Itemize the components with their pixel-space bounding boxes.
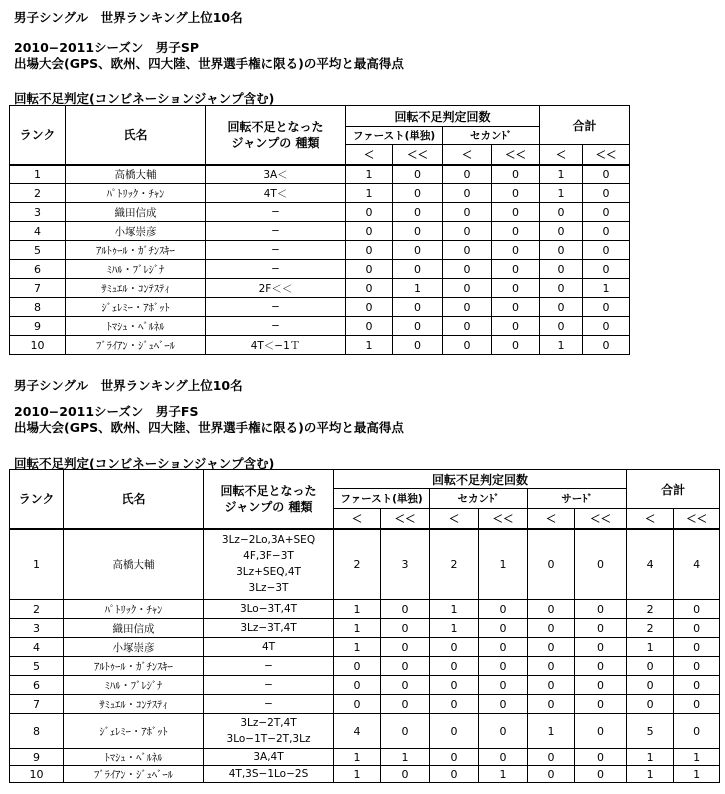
sp-count-cell: 0 [492,241,540,260]
table-row [10,203,630,222]
sp-count-cell: 0 [583,184,630,203]
fs-count-cell: 0 [528,749,575,766]
fs-rank-cell: 1 [10,529,64,600]
sp-table-title: 回転不足判定(コンビネーションジャンプ含む) [14,91,275,106]
table-row [10,336,630,355]
sp-header-jumps: 回転不足となった ジャンプの 種類 [206,106,346,165]
fs-count-cell: 1 [334,749,381,766]
sp-rank-cell: 4 [10,222,66,241]
fs-rank-cell: 4 [10,638,64,657]
sp-count-cell: 0 [346,222,393,241]
fs-count-cell: 0 [430,695,479,714]
fs-rank-cell: 7 [10,695,64,714]
sp-count-cell: 0 [540,279,583,298]
fs-jumps-cell: 3Lz−3T,4T [204,619,334,638]
sp-count-cell: 0 [393,298,443,317]
sp-count-cell: 0 [540,222,583,241]
fs-count-cell: 0 [674,676,720,695]
table-row [10,766,720,783]
sp-jumps-cell: − [206,222,346,241]
table-row [10,165,630,184]
fs-count-cell: 1 [627,766,674,783]
fs-jumps-cell: 4T [204,638,334,657]
fs-count-cell: 5 [627,714,674,749]
fs-events: 出場大会(GPS、欧州、四大陸、世界選手権に限る)の平均と最高得点 [14,420,404,435]
fs-count-cell: 0 [479,676,528,695]
table-row [10,600,720,619]
sp-header-second-lt: ＜ [443,145,492,165]
sp-count-cell: 0 [492,317,540,336]
fs-count-cell: 0 [479,749,528,766]
sp-count-cell: 0 [393,260,443,279]
fs-count-cell: 0 [381,766,430,783]
fs-count-cell: 0 [674,619,720,638]
fs-count-cell: 0 [381,676,430,695]
fs-count-cell: 0 [528,676,575,695]
sp-count-cell: 0 [492,203,540,222]
sp-count-cell: 0 [492,184,540,203]
fs-header-third-llt: ＜＜ [575,509,627,529]
sp-table [9,105,630,355]
sp-header-rank: ランク [10,106,66,165]
fs-header-first-lt: ＜ [334,509,381,529]
fs-count-cell: 0 [479,714,528,749]
fs-count-cell: 0 [674,638,720,657]
fs-count-cell: 0 [674,657,720,676]
sp-count-cell: 0 [443,260,492,279]
table-row [10,298,630,317]
fs-count-cell: 0 [479,657,528,676]
sp-header-second: セカンﾄﾞ [443,127,540,145]
fs-count-cell: 0 [430,749,479,766]
fs-count-cell: 0 [334,657,381,676]
fs-count-cell: 0 [627,657,674,676]
fs-count-cell: 0 [479,600,528,619]
table-row [10,657,720,676]
fs-jumps-cell: 3Lo−3T,4T [204,600,334,619]
fs-count-cell: 2 [627,619,674,638]
fs-count-cell: 0 [575,676,627,695]
fs-count-cell: 0 [575,749,627,766]
fs-count-cell: 0 [528,619,575,638]
sp-name-cell: 小塚崇彦 [66,222,206,241]
fs-count-cell: 0 [627,676,674,695]
sp-count-cell: 0 [540,298,583,317]
fs-header-jumps: 回転不足となった ジャンプの 種類 [204,470,334,529]
fs-count-cell: 0 [381,657,430,676]
sp-count-cell: 0 [492,336,540,355]
fs-name-cell: ｼﾞｪﾚﾐｰ・ｱﾎﾞｯﾄ [64,714,204,749]
fs-count-cell: 0 [528,766,575,783]
fs-count-cell: 0 [381,714,430,749]
fs-rank-cell: 8 [10,714,64,749]
sp-count-cell: 1 [540,184,583,203]
fs-rank-cell: 6 [10,676,64,695]
fs-jumps-cell: 3A,4T [204,749,334,766]
fs-name-cell: ｻﾐｭｴﾙ・ｺﾝﾃｽﾃｨ [64,695,204,714]
sp-count-cell: 0 [540,317,583,336]
sp-count-cell: 0 [492,298,540,317]
fs-jumps-cell: − [204,657,334,676]
fs-season: 2010−2011シーズン 男子FS [14,404,199,419]
fs-jumps-cell: − [204,695,334,714]
fs-header-second-llt: ＜＜ [479,509,528,529]
fs-name-cell: 高橋大輔 [64,529,204,600]
fs-count-cell: 1 [627,638,674,657]
fs-count-cell: 1 [334,766,381,783]
fs-count-cell: 0 [334,676,381,695]
fs-count-cell: 0 [674,600,720,619]
fs-rank-cell: 10 [10,766,64,783]
table-row [10,241,630,260]
sp-count-cell: 0 [443,317,492,336]
table-row [10,222,630,241]
sp-name-cell: 織田信成 [66,203,206,222]
fs-name-cell: ｱﾙﾄｩｰﾙ・ｶﾞﾁﾝｽｷｰ [64,657,204,676]
fs-count-cell: 1 [479,766,528,783]
sp-rank-cell: 8 [10,298,66,317]
sp-name-cell: ﾐﾊﾙ・ﾌﾞﾚｼﾞﾅ [66,260,206,279]
fs-count-cell: 0 [575,529,627,600]
fs-rank-cell: 3 [10,619,64,638]
fs-name-cell: ﾊﾟﾄﾘｯｸ・ﾁｬﾝ [64,600,204,619]
sp-count-cell: 0 [583,203,630,222]
fs-count-cell: 0 [627,695,674,714]
sp-count-cell: 1 [346,336,393,355]
fs-count-cell: 0 [430,676,479,695]
fs-count-cell: 0 [381,600,430,619]
sp-rank-cell: 2 [10,184,66,203]
sp-rank-cell: 10 [10,336,66,355]
sp-count-cell: 1 [583,279,630,298]
sp-count-cell: 0 [346,260,393,279]
fs-count-cell: 0 [479,695,528,714]
fs-name-cell: ﾌﾞﾗｲｱﾝ・ｼﾞｭﾍﾞｰﾙ [64,766,204,783]
fs-count-cell: 4 [627,529,674,600]
sp-jumps-cell: 4T＜−1Ｔ [206,336,346,355]
sp-count-cell: 0 [346,241,393,260]
sp-jumps-cell: − [206,298,346,317]
sp-jumps-cell: 4T＜ [206,184,346,203]
fs-count-cell: 4 [674,529,720,600]
sp-rank-cell: 6 [10,260,66,279]
fs-count-cell: 0 [528,600,575,619]
sp-count-cell: 0 [346,203,393,222]
fs-count-cell: 1 [674,766,720,783]
table-row [10,749,720,766]
sp-count-cell: 1 [540,165,583,184]
sp-count-cell: 0 [583,165,630,184]
sp-count-cell: 0 [393,203,443,222]
fs-header-rank: ランク [10,470,64,529]
sp-jumps-cell: − [206,317,346,336]
sp-events: 出場大会(GPS、欧州、四大陸、世界選手権に限る)の平均と最高得点 [14,56,404,71]
sp-header-first-llt: ＜＜ [393,145,443,165]
fs-count-cell: 0 [430,657,479,676]
fs-header-first: ファースト(単独) [334,489,430,509]
sp-count-cell: 0 [583,241,630,260]
fs-count-cell: 3 [381,529,430,600]
sp-jumps-cell: − [206,241,346,260]
sp-name-cell: ﾌﾞﾗｲｱﾝ・ｼﾞｭﾍﾞｰﾙ [66,336,206,355]
fs-name-cell: ﾐﾊﾙ・ﾌﾞﾚｼﾞﾅ [64,676,204,695]
table-row [10,260,630,279]
table-row [10,619,720,638]
sp-header-total: 合計 [540,106,630,145]
sp-name-cell: 高橋大輔 [66,165,206,184]
sp-jumps-cell: 3A＜ [206,165,346,184]
sp-count-cell: 0 [346,279,393,298]
fs-header-name: 氏名 [64,470,204,529]
sp-count-cell: 0 [540,241,583,260]
sp-rank-cell: 9 [10,317,66,336]
sp-count-cell: 1 [393,279,443,298]
sp-header-first-lt: ＜ [346,145,393,165]
fs-jumps-cell: 4T,3S−1Lo−2S [204,766,334,783]
fs-count-cell: 0 [430,714,479,749]
table-row [10,317,630,336]
fs-header-total-llt: ＜＜ [674,509,720,529]
fs-count-cell: 0 [479,638,528,657]
sp-jumps-cell: − [206,260,346,279]
sp-count-cell: 0 [443,203,492,222]
sp-count-cell: 0 [583,317,630,336]
sp-count-cell: 0 [393,336,443,355]
sp-jumps-cell: 2F＜＜ [206,279,346,298]
fs-header-second: セカンﾄﾞ [430,489,528,509]
sp-header-total-llt: ＜＜ [583,145,630,165]
fs-name-cell: 織田信成 [64,619,204,638]
table-row [10,714,720,749]
fs-count-cell: 1 [430,619,479,638]
table-row [10,695,720,714]
sp-count-cell: 0 [443,165,492,184]
sp-count-cell: 1 [346,165,393,184]
sp-count-cell: 1 [346,184,393,203]
fs-count-cell: 1 [334,600,381,619]
sp-count-cell: 0 [492,279,540,298]
sp-count-cell: 0 [443,222,492,241]
sp-rank-cell: 3 [10,203,66,222]
sp-count-cell: 0 [443,184,492,203]
fs-header-third: サーﾄﾞ [528,489,627,509]
fs-count-cell: 0 [575,714,627,749]
fs-header-count-group: 回転不足判定回数 [334,470,627,489]
table-row [10,638,720,657]
fs-count-cell: 0 [575,657,627,676]
sp-count-cell: 0 [443,336,492,355]
sp-count-cell: 1 [540,336,583,355]
fs-header-total-lt: ＜ [627,509,674,529]
fs-header-third-lt: ＜ [528,509,575,529]
fs-count-cell: 1 [627,749,674,766]
fs-count-cell: 0 [575,600,627,619]
sp-jumps-cell: − [206,203,346,222]
sp-heading: 男子シングル 世界ランキング上位10名 [14,10,243,25]
table-row [10,676,720,695]
fs-jumps-cell: 3Lz−2Lo,3A+SEQ 4F,3F−3T 3Lz+SEQ,4T 3Lz−3T [204,529,334,600]
fs-count-cell: 2 [334,529,381,600]
fs-count-cell: 0 [381,619,430,638]
fs-count-cell: 0 [674,695,720,714]
fs-count-cell: 1 [479,529,528,600]
sp-header-first: ファースト(単独) [346,127,443,145]
fs-count-cell: 1 [674,749,720,766]
sp-count-cell: 0 [583,336,630,355]
sp-header-name: 氏名 [66,106,206,165]
fs-count-cell: 0 [334,695,381,714]
sp-count-cell: 0 [443,279,492,298]
fs-rank-cell: 5 [10,657,64,676]
fs-header-second-lt: ＜ [430,509,479,529]
fs-count-cell: 0 [430,766,479,783]
fs-count-cell: 0 [575,695,627,714]
sp-count-cell: 0 [443,241,492,260]
fs-count-cell: 0 [575,766,627,783]
sp-name-cell: ﾄﾏｼｭ・ﾍﾞﾙﾈﾙ [66,317,206,336]
sp-header-second-llt: ＜＜ [492,145,540,165]
sp-count-cell: 0 [540,203,583,222]
sp-rank-cell: 1 [10,165,66,184]
sp-count-cell: 0 [393,184,443,203]
fs-jumps-cell: 3Lz−2T,4T 3Lo−1T−2T,3Lz [204,714,334,749]
fs-count-cell: 1 [334,638,381,657]
fs-count-cell: 1 [334,619,381,638]
fs-name-cell: 小塚崇彦 [64,638,204,657]
table-row [10,279,630,298]
fs-rank-cell: 2 [10,600,64,619]
sp-count-cell: 0 [583,260,630,279]
fs-heading: 男子シングル 世界ランキング上位10名 [14,378,243,393]
sp-count-cell: 0 [540,260,583,279]
fs-count-cell: 0 [381,695,430,714]
sp-count-cell: 0 [346,317,393,336]
sp-count-cell: 0 [492,260,540,279]
sp-header-count-group: 回転不足判定回数 [346,106,540,127]
fs-count-cell: 0 [479,619,528,638]
sp-name-cell: ﾊﾟﾄﾘｯｸ・ﾁｬﾝ [66,184,206,203]
sp-rank-cell: 7 [10,279,66,298]
fs-count-cell: 1 [430,600,479,619]
fs-header-total: 合計 [627,470,720,509]
fs-count-cell: 0 [575,638,627,657]
sp-count-cell: 0 [393,222,443,241]
fs-count-cell: 0 [430,638,479,657]
sp-season: 2010−2011シーズン 男子SP [14,40,200,55]
sp-count-cell: 0 [492,222,540,241]
fs-count-cell: 0 [674,714,720,749]
sp-name-cell: ｼﾞｪﾚﾐｰ・ｱﾎﾞｯﾄ [66,298,206,317]
table-row [10,184,630,203]
fs-table [9,469,720,783]
sp-count-cell: 0 [393,317,443,336]
sp-rank-cell: 5 [10,241,66,260]
table-row [10,529,720,600]
fs-count-cell: 0 [575,619,627,638]
fs-count-cell: 0 [528,529,575,600]
fs-header-first-llt: ＜＜ [381,509,430,529]
sp-count-cell: 0 [583,298,630,317]
fs-count-cell: 0 [528,638,575,657]
sp-header-total-lt: ＜ [540,145,583,165]
fs-count-cell: 0 [381,638,430,657]
sp-count-cell: 0 [443,298,492,317]
fs-count-cell: 2 [430,529,479,600]
sp-count-cell: 0 [583,222,630,241]
sp-count-cell: 0 [492,165,540,184]
sp-name-cell: ｻﾐｭｴﾙ・ｺﾝﾃｽﾃｨ [66,279,206,298]
fs-count-cell: 0 [528,657,575,676]
fs-count-cell: 2 [627,600,674,619]
fs-rank-cell: 9 [10,749,64,766]
fs-count-cell: 0 [528,695,575,714]
fs-count-cell: 4 [334,714,381,749]
fs-table-title: 回転不足判定(コンビネーションジャンプ含む) [14,456,275,471]
fs-name-cell: ﾄﾏｼｭ・ﾍﾞﾙﾈﾙ [64,749,204,766]
fs-jumps-cell: − [204,676,334,695]
sp-count-cell: 0 [393,165,443,184]
sp-name-cell: ｱﾙﾄｩｰﾙ・ｶﾞﾁﾝｽｷｰ [66,241,206,260]
sp-count-cell: 0 [393,241,443,260]
sp-count-cell: 0 [346,298,393,317]
fs-count-cell: 1 [381,749,430,766]
fs-count-cell: 1 [528,714,575,749]
